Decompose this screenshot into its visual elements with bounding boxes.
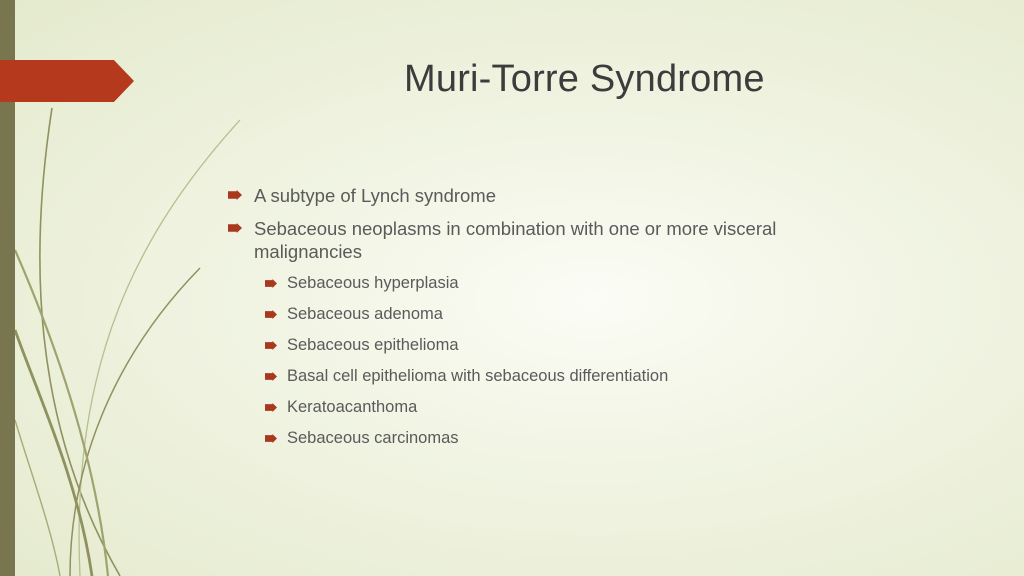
slide-title: Muri-Torre Syndrome: [404, 58, 765, 100]
bullet-item: [228, 217, 888, 263]
sub-bullet-text: Sebaceous carcinomas: [287, 429, 459, 447]
bullet-item: [228, 184, 888, 207]
sub-bullet-item: [228, 428, 888, 449]
sub-bullet-item: [228, 366, 888, 387]
bullet-text: Sebaceous neoplasms in combination with one or more visceral malignancies: [254, 218, 777, 262]
sub-bullet-text: Basal cell epithelioma with sebaceous differentiation: [287, 367, 669, 385]
sub-bullet-item: [228, 397, 888, 418]
sub-bullet-text: Sebaceous adenoma: [287, 305, 443, 323]
arrow-right-icon: [228, 190, 242, 200]
arrow-right-icon: [265, 434, 277, 443]
sub-bullet-list: [228, 273, 888, 449]
decor-curve-6: [15, 420, 60, 576]
arrow-right-icon: [265, 403, 277, 412]
decor-curve-5: [15, 330, 92, 576]
arrow-right-icon: [265, 310, 277, 319]
title-accent-tab: [0, 60, 134, 102]
sub-bullet-item: [228, 273, 888, 294]
decor-curve-2: [79, 120, 240, 576]
arrow-right-icon: [228, 223, 242, 233]
bullet-text: A subtype of Lynch syndrome: [254, 185, 497, 206]
sub-bullet-item: [228, 304, 888, 325]
sub-bullet-text: Keratoacanthoma: [287, 398, 418, 416]
decor-curve-3: [70, 268, 200, 576]
sub-bullet-text: Sebaceous hyperplasia: [287, 274, 459, 292]
sub-bullet-item: [228, 335, 888, 356]
bullet-list: [228, 184, 888, 459]
arrow-right-icon: [265, 341, 277, 350]
arrow-right-icon: [265, 372, 277, 381]
sub-bullet-text: Sebaceous epithelioma: [287, 336, 459, 354]
arrow-right-icon: [265, 279, 277, 288]
